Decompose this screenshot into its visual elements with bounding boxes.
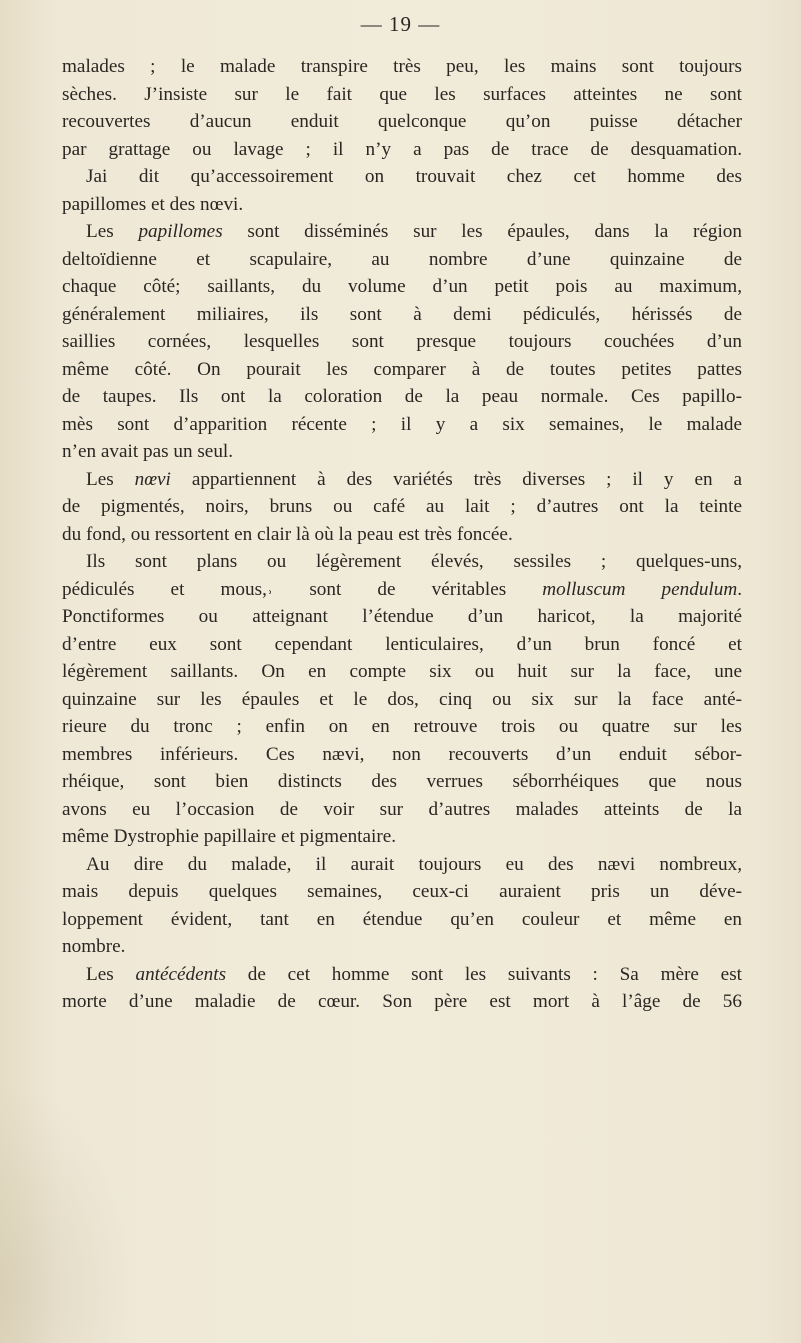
text-line: Jai dit qu’accessoirement on trouvait chez cet homme des	[86, 166, 742, 187]
text-line: membres inférieurs. Ces nævi, non recouverts d’un enduit sébor-	[62, 743, 742, 765]
text-line: même Dystrophie papillaire et pigmentaire.	[62, 826, 397, 847]
text-line: Au dire du malade, il aurait toujours eu des nævi nombreux,	[86, 853, 742, 875]
text-line: mais depuis quelques semaines, ceux-ci auraient pris un déve-	[62, 881, 742, 902]
text-line: morte d’une maladie de cœur. Son père est mort à l’âge de 56	[62, 991, 742, 1012]
line-suffix: sont disséminés sur les épaules, dans la région	[222, 221, 742, 242]
text-line: d’entre eux sont cependant lenticulaires, d’un brun foncé et	[62, 633, 742, 655]
text-line: par grattage ou lavage ; il n’y a pas de trace de desquamation.	[62, 138, 742, 160]
line-prefix: Les	[86, 963, 136, 985]
line-suffix: de cet homme sont les suivants : Sa mère est	[226, 963, 742, 985]
line-prefix: pédiculés et mous,˒ sont de véritables	[62, 578, 543, 600]
text-line: quinzaine sur les épaules et le dos, cinq ou six sur la face anté-	[62, 688, 742, 710]
italic-term: antécédents	[135, 963, 227, 985]
italic-term: molluscum pendulum	[542, 578, 738, 600]
text-line: même côté. On pourait les comparer à de toutes petites pattes	[62, 358, 742, 380]
text-line	[62, 466, 742, 494]
text-line: chaque côté; saillants, du volume d’un petit pois au maximum,	[62, 276, 742, 297]
text-line: sèches. J’insiste sur le fait que les surfaces atteintes ne sont	[62, 83, 742, 105]
text-line	[62, 218, 742, 246]
text-line: mès sont d’apparition récente ; il y a six semaines, le malade	[62, 413, 742, 435]
text-line: généralement miliaires, ils sont à demi pédiculés, hérissés de	[62, 303, 742, 325]
italic-term: papillomes	[138, 221, 223, 242]
text-line	[62, 961, 742, 989]
text-line: rhéique, sont bien distincts des verrues séborrhéiques que nous	[62, 771, 742, 792]
body-text	[62, 53, 742, 1016]
text-line: Ponctiformes ou atteignant l’étendue d’un haricot, la majorité	[62, 606, 742, 627]
text-line: légèrement saillants. On en compte six ou huit sur la face, une	[62, 661, 742, 682]
text-line: rieure du tronc ; enfin on en retrouve trois ou quatre sur les	[62, 716, 742, 737]
page-number: — 19 —	[360, 12, 441, 36]
text-line: nombre.	[62, 936, 126, 957]
text-line: n’en avait pas un seul.	[62, 441, 234, 462]
text-line: malades ; le malade transpire très peu, les mains sont toujours	[62, 56, 742, 77]
text-line: avons eu l’occasion de voir sur d’autres malades atteints de la	[62, 798, 742, 820]
text-line	[62, 576, 742, 604]
text-line: du fond, ou ressortent en clair là où la peau est très foncée.	[62, 523, 513, 545]
text-line: deltoïdienne et scapulaire, au nombre d’une quinzaine de	[62, 248, 742, 270]
text-line: loppement évident, tant en étendue qu’en couleur et même en	[62, 908, 742, 930]
text-line: recouvertes d’aucun enduit quelconque qu’on puisse détacher	[62, 111, 742, 132]
text-line: de pigmentés, noirs, bruns ou café au lait ; d’autres ont la teinte	[62, 496, 742, 517]
line-prefix: Les	[86, 468, 135, 490]
text-line: de taupes. Ils ont la coloration de la peau normale. Ces papillo-	[62, 386, 742, 407]
paper-stain	[0, 1080, 140, 1343]
text-line: papillomes et des nœvi.	[62, 193, 244, 215]
line-suffix: .	[737, 578, 742, 600]
line-prefix: Les	[86, 221, 139, 242]
italic-term: nœvi	[134, 468, 171, 490]
text-line: Ils sont plans ou légèrement élevés, sessiles ; quelques-uns,	[86, 551, 742, 572]
line-suffix: appartiennent à des variétés très diverses ; il y en a	[170, 468, 742, 490]
text-line: saillies cornées, lesquelles sont presque toujours couchées d’un	[62, 331, 742, 352]
